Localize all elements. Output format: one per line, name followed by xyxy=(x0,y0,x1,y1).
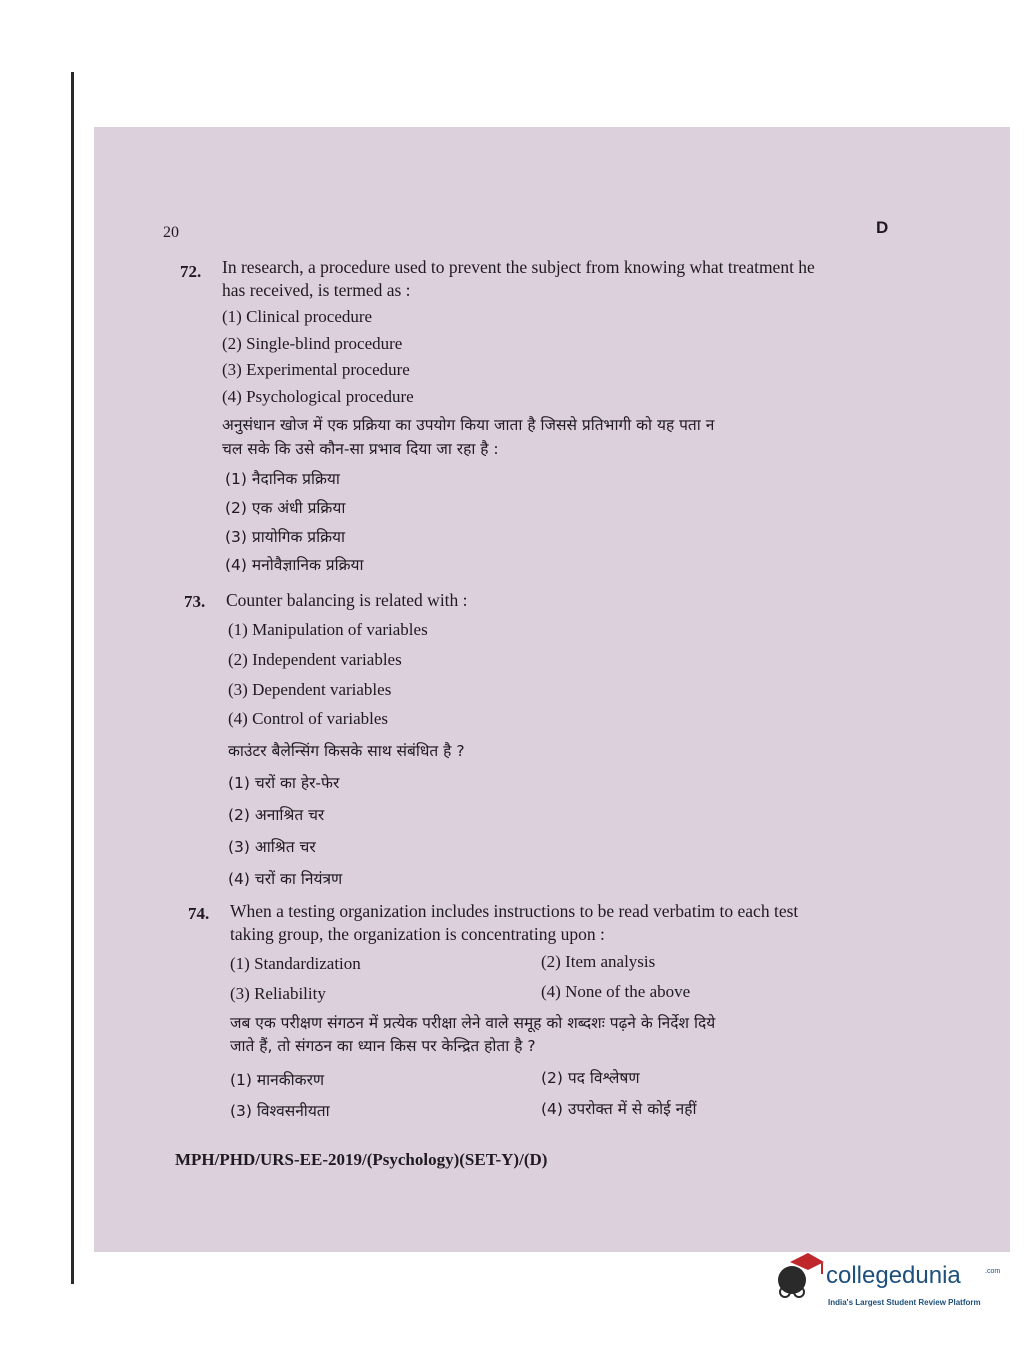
watermark-brand: collegedunia xyxy=(826,1262,961,1289)
q74-option-hi: (3) विश्वसनीयता xyxy=(230,1102,330,1120)
q73-number: 73. xyxy=(184,592,206,611)
q74-option-en: (3) Reliability xyxy=(230,984,326,1003)
q74-number: 74. xyxy=(188,904,210,923)
q73-option-hi: (2) अनाश्रित चर xyxy=(228,806,325,824)
q72-number: 72. xyxy=(180,262,202,281)
q74-option-en: (1) Standardization xyxy=(230,954,361,973)
q74-text-hi: जाते हैं, तो संगठन का ध्यान किस पर केन्द्रित होता है ? xyxy=(230,1037,536,1055)
page-number: 20 xyxy=(163,224,179,241)
q72-text-hi: अनुसंधान खोज में एक प्रक्रिया का उपयोग किया जाता है जिससे प्रतिभागी को यह पता न xyxy=(222,416,715,434)
q72-option-hi: (4) मनोवैज्ञानिक प्रक्रिया xyxy=(225,556,364,574)
q72-option-hi: (2) एक अंधी प्रक्रिया xyxy=(225,499,346,517)
q73-option-en: (1) Manipulation of variables xyxy=(228,620,428,639)
q72-option-en: (3) Experimental procedure xyxy=(222,360,410,379)
q72-option-en: (1) Clinical procedure xyxy=(222,307,373,326)
q74-option-hi: (1) मानकीकरण xyxy=(230,1071,325,1089)
q73-option-en: (4) Control of variables xyxy=(228,709,389,728)
q73-option-en: (3) Dependent variables xyxy=(228,680,392,699)
q74-text-en: When a testing organization includes instructions to be read verbatim to each test xyxy=(230,901,799,921)
q72-option-hi: (1) नैदानिक प्रक्रिया xyxy=(225,470,340,488)
q74-option-hi: (2) पद विश्लेषण xyxy=(541,1069,640,1087)
q72-option-en: (2) Single-blind procedure xyxy=(222,334,403,353)
paper-code-footer: MPH/PHD/URS-EE-2019/(Psychology)(SET-Y)/(D) xyxy=(175,1150,548,1169)
q73-option-hi: (3) आश्रित चर xyxy=(228,838,316,856)
q74-option-hi: (4) उपरोक्त में से कोई नहीं xyxy=(541,1100,697,1118)
watermark-suffix: .com xyxy=(985,1268,1001,1275)
q72-text-en: has received, is termed as : xyxy=(222,280,411,300)
q72-text-hi: चल सके कि उसे कौन-सा प्रभाव दिया जा रहा है : xyxy=(222,440,499,458)
q74-text-hi: जब एक परीक्षण संगठन में प्रत्येक परीक्षा लेने वाले समूह को शब्दशः पढ़ने के निर्देश दिये xyxy=(230,1014,716,1032)
set-code: D xyxy=(876,218,889,237)
q73-option-en: (2) Independent variables xyxy=(228,650,402,669)
scan-edge-rule xyxy=(71,72,74,1284)
q73-option-hi: (4) चरों का नियंत्रण xyxy=(228,870,343,888)
q73-text-hi: काउंटर बैलेन्सिंग किसके साथ संबंधित है ? xyxy=(228,742,465,760)
q72-option-en: (4) Psychological procedure xyxy=(222,387,414,406)
q74-option-en: (2) Item analysis xyxy=(541,952,656,971)
q73-text-en: Counter balancing is related with : xyxy=(226,590,468,610)
q73-option-hi: (1) चरों का हेर-फेर xyxy=(228,774,340,792)
watermark-tagline: India's Largest Student Review Platform xyxy=(828,1298,981,1307)
q74-text-en: taking group, the organization is concentrating upon : xyxy=(230,924,605,944)
q72-text-en: In research, a procedure used to prevent the subject from knowing what treatment he xyxy=(222,257,815,277)
q72-option-hi: (3) प्रायोगिक प्रक्रिया xyxy=(225,528,346,546)
q74-option-en: (4) None of the above xyxy=(541,982,691,1001)
